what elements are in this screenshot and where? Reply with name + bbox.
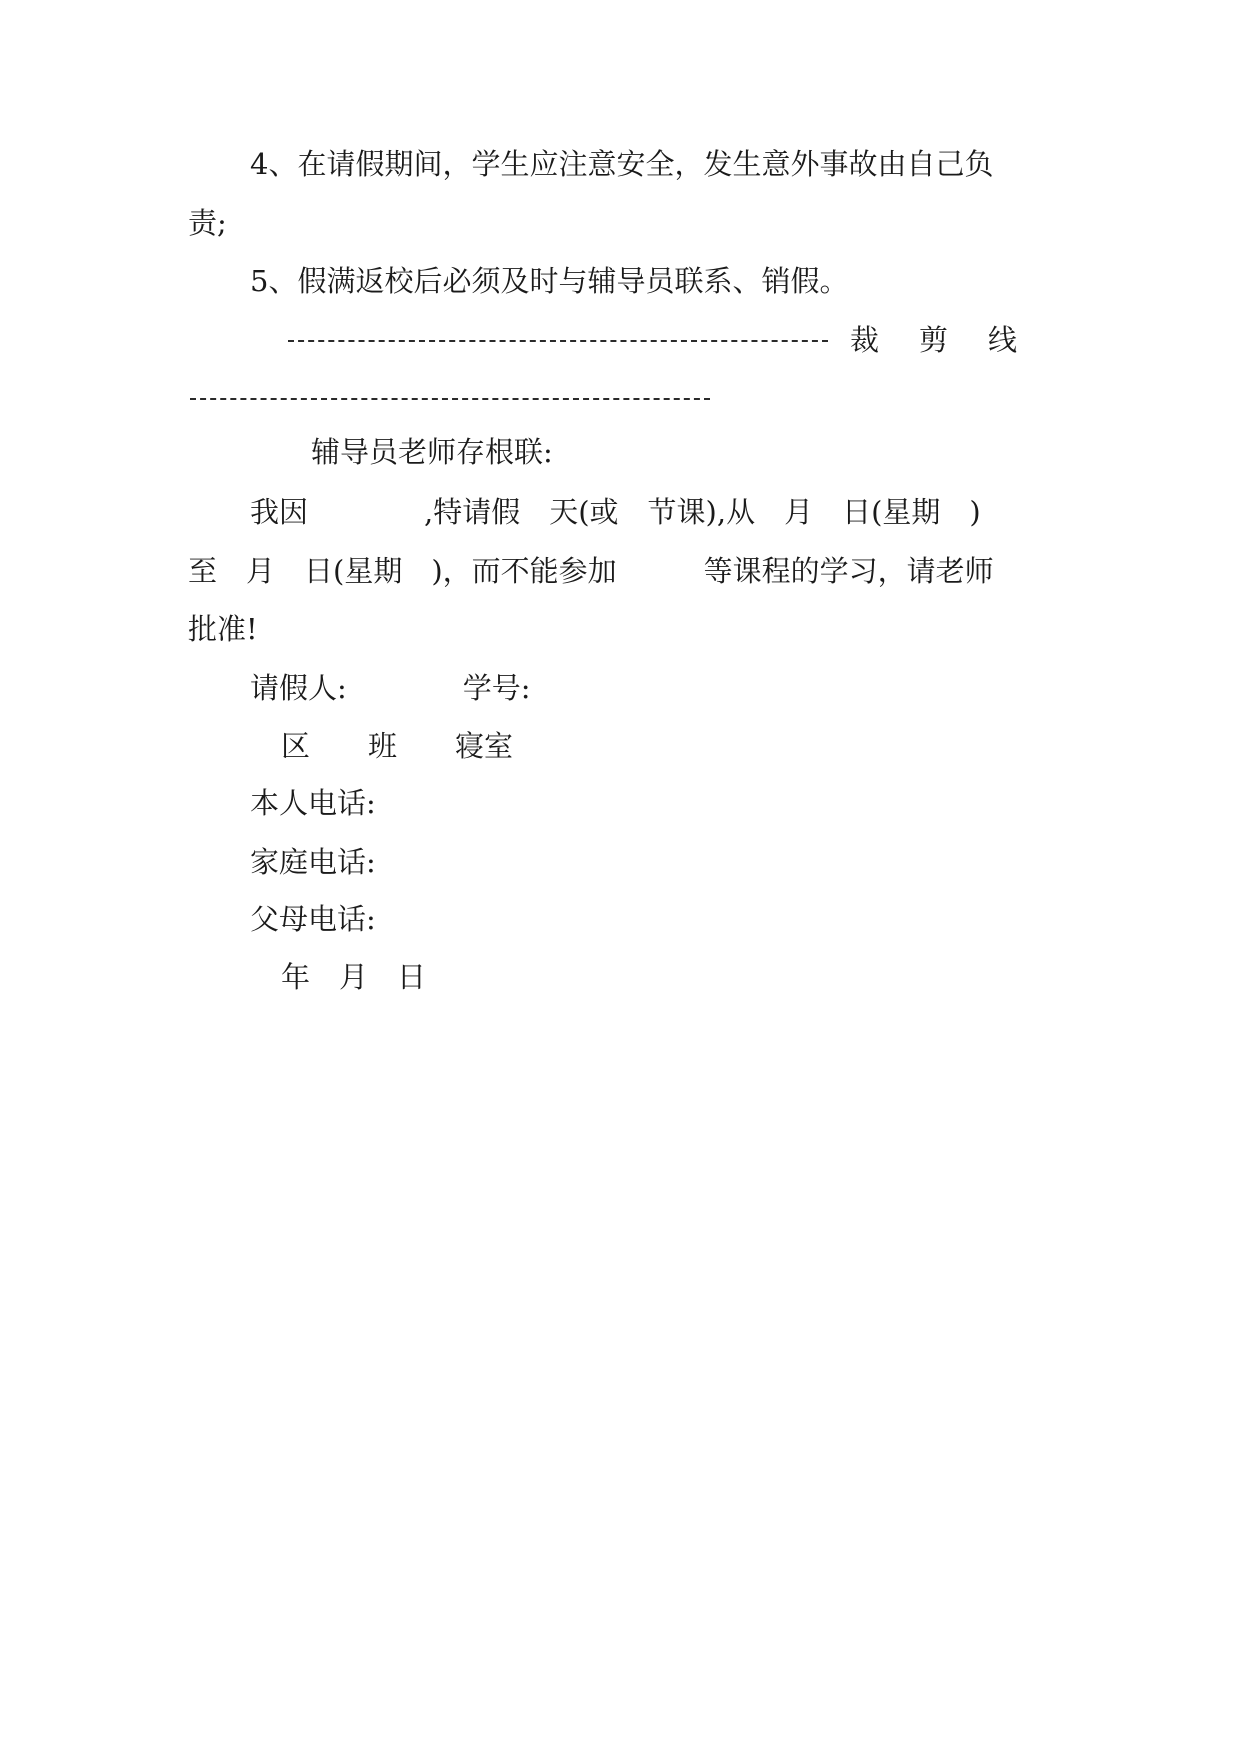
clause-5: 5、假满返校后必须及时与辅导员联系、销假。 [250, 264, 849, 298]
cut-line-dashes-right [190, 398, 710, 400]
clause-4-line-2: 责; [188, 206, 227, 240]
stub-body-line-2: 至 月 日(星期 )，而不能参加 等课程的学习，请老师 [188, 554, 994, 588]
stub-title: 辅导员老师存根联: [311, 435, 553, 469]
cut-line-dashes-left [288, 340, 828, 342]
cut-line-continuation [0, 380, 1241, 416]
home-phone-label: 家庭电话: [250, 845, 376, 879]
self-phone-label: 本人电话: [250, 786, 376, 820]
cut-line [0, 322, 1241, 358]
stub-body-line-3: 批准! [188, 612, 258, 646]
date-row: 年 月 日 [281, 960, 427, 994]
district-class-dorm-row: 区 班 寝室 [281, 729, 514, 763]
cut-line-label: 裁剪线 [850, 323, 1058, 357]
parent-phone-label: 父母电话: [250, 902, 376, 936]
clause-4-line-1: 4、在请假期间，学生应注意安全，发生意外事故由自己负 [250, 147, 994, 181]
stub-body-line-1: 我因 ,特请假 天(或 节课),从 月 日(星期 ) [250, 495, 981, 529]
applicant-and-student-id-row: 请假人: 学号: [250, 671, 531, 705]
